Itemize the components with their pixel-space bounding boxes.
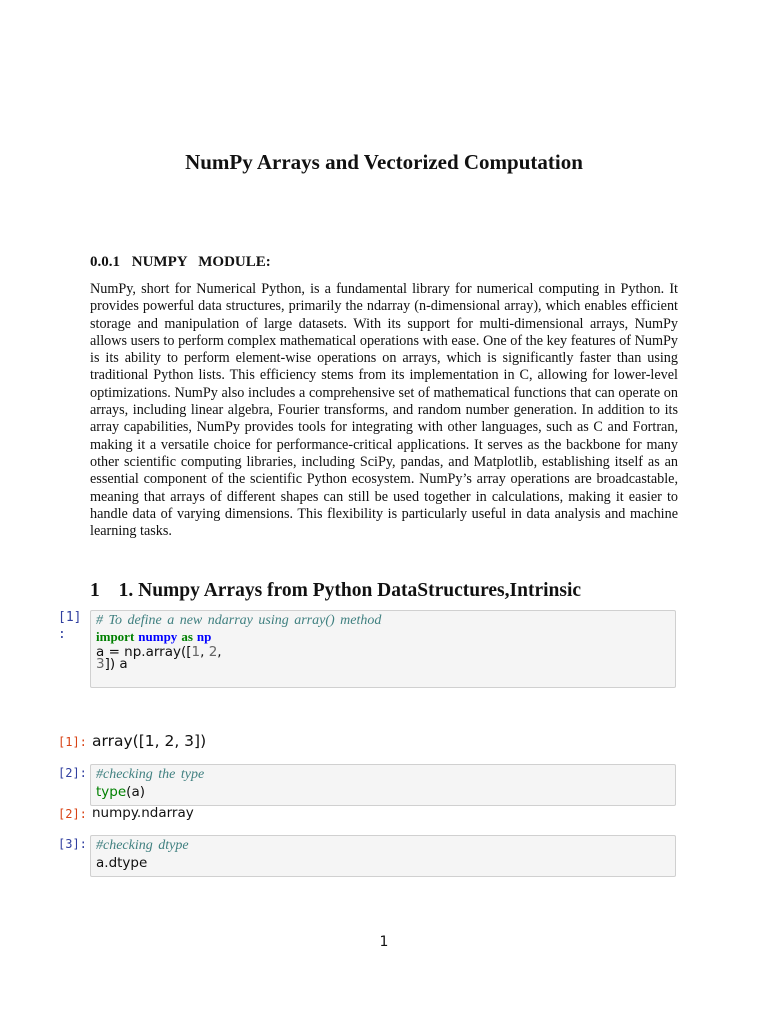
cell-2-input-prompt: [2]:	[58, 766, 87, 780]
assign-line-2: 3]) a	[96, 656, 128, 672]
as-keyword: as	[181, 629, 193, 644]
cell-2-output-prompt: [2]:	[58, 807, 87, 821]
module-name: numpy	[138, 629, 178, 644]
cell-3-code[interactable]	[90, 835, 676, 877]
cell-2-output: numpy.ndarray	[92, 805, 194, 821]
cell-1-output-prompt: [1]:	[58, 735, 87, 749]
type-call-line: type(a)	[96, 784, 145, 800]
module-alias: np	[196, 629, 212, 644]
code-comment: # To define a new ndarray using array() method	[96, 613, 382, 628]
import-keyword: import	[96, 629, 135, 644]
subsection-heading	[90, 254, 271, 271]
document-title: NumPy Arrays and Vectorized Computation	[185, 150, 583, 174]
cell-3-input-prompt: [3]:	[58, 837, 87, 851]
intro-paragraph: NumPy, short for Numerical Python, is a fundamental library for numerical computing in Python. It provides powerful data structures, primarily the ndarray (n-dimensional array), which enables efficient storage and manipulation of large datasets. With its support for multi-dimensional arrays, NumPy allows users to perform complex mathematical operations with ease. One of the key features of NumPy is its ability to perform element-wise operations on arrays, which is significantly faster than using traditional Python lists. This efficiency stems from its implementation in C, allowing for lower-level optimizations. NumPy also includes a comprehensive set of mathematical functions that can operate on arrays, including linear algebra, Fourier transforms, and random number generation. In addition to its array capabilities, NumPy provides tools for integrating with other languages, such as C and Fortran, making it a versatile choice for performance-critical applications. It serves as the backbone for many other scientific computing libraries, including SciPy, pandas, and Matplotlib, establishing itself as an essential component of the scientific Python ecosystem. NumPy’s array operations are broadcastable, meaning that arrays of different shapes can still be used together in calculations, making it easier to handle data of varying dimensions. This flexibility is particularly useful in data analysis and machine learning tasks.	[90, 281, 678, 540]
cell-1-code[interactable]	[90, 610, 676, 688]
section-title: 1. Numpy Arrays from Python DataStructures,Intrinsic	[118, 580, 582, 601]
code-comment: #checking the type	[96, 767, 205, 782]
section-number: 1	[90, 580, 100, 601]
cell-1-input-prompt: [1] :	[58, 610, 82, 642]
page-number: 1	[379, 934, 389, 950]
code-comment: #checking dtype	[96, 838, 189, 853]
subsection-title: NUMPY MODULE:	[131, 254, 271, 270]
assign-line-1: a = np.array([1, 2,	[96, 644, 222, 660]
cell-1-output: array([1, 2, 3])	[92, 732, 207, 750]
section-heading	[90, 580, 581, 602]
subsection-number: 0.0.1	[90, 254, 120, 270]
import-line	[96, 629, 670, 645]
cell-2-code[interactable]	[90, 764, 676, 806]
dtype-line: a.dtype	[96, 855, 148, 871]
